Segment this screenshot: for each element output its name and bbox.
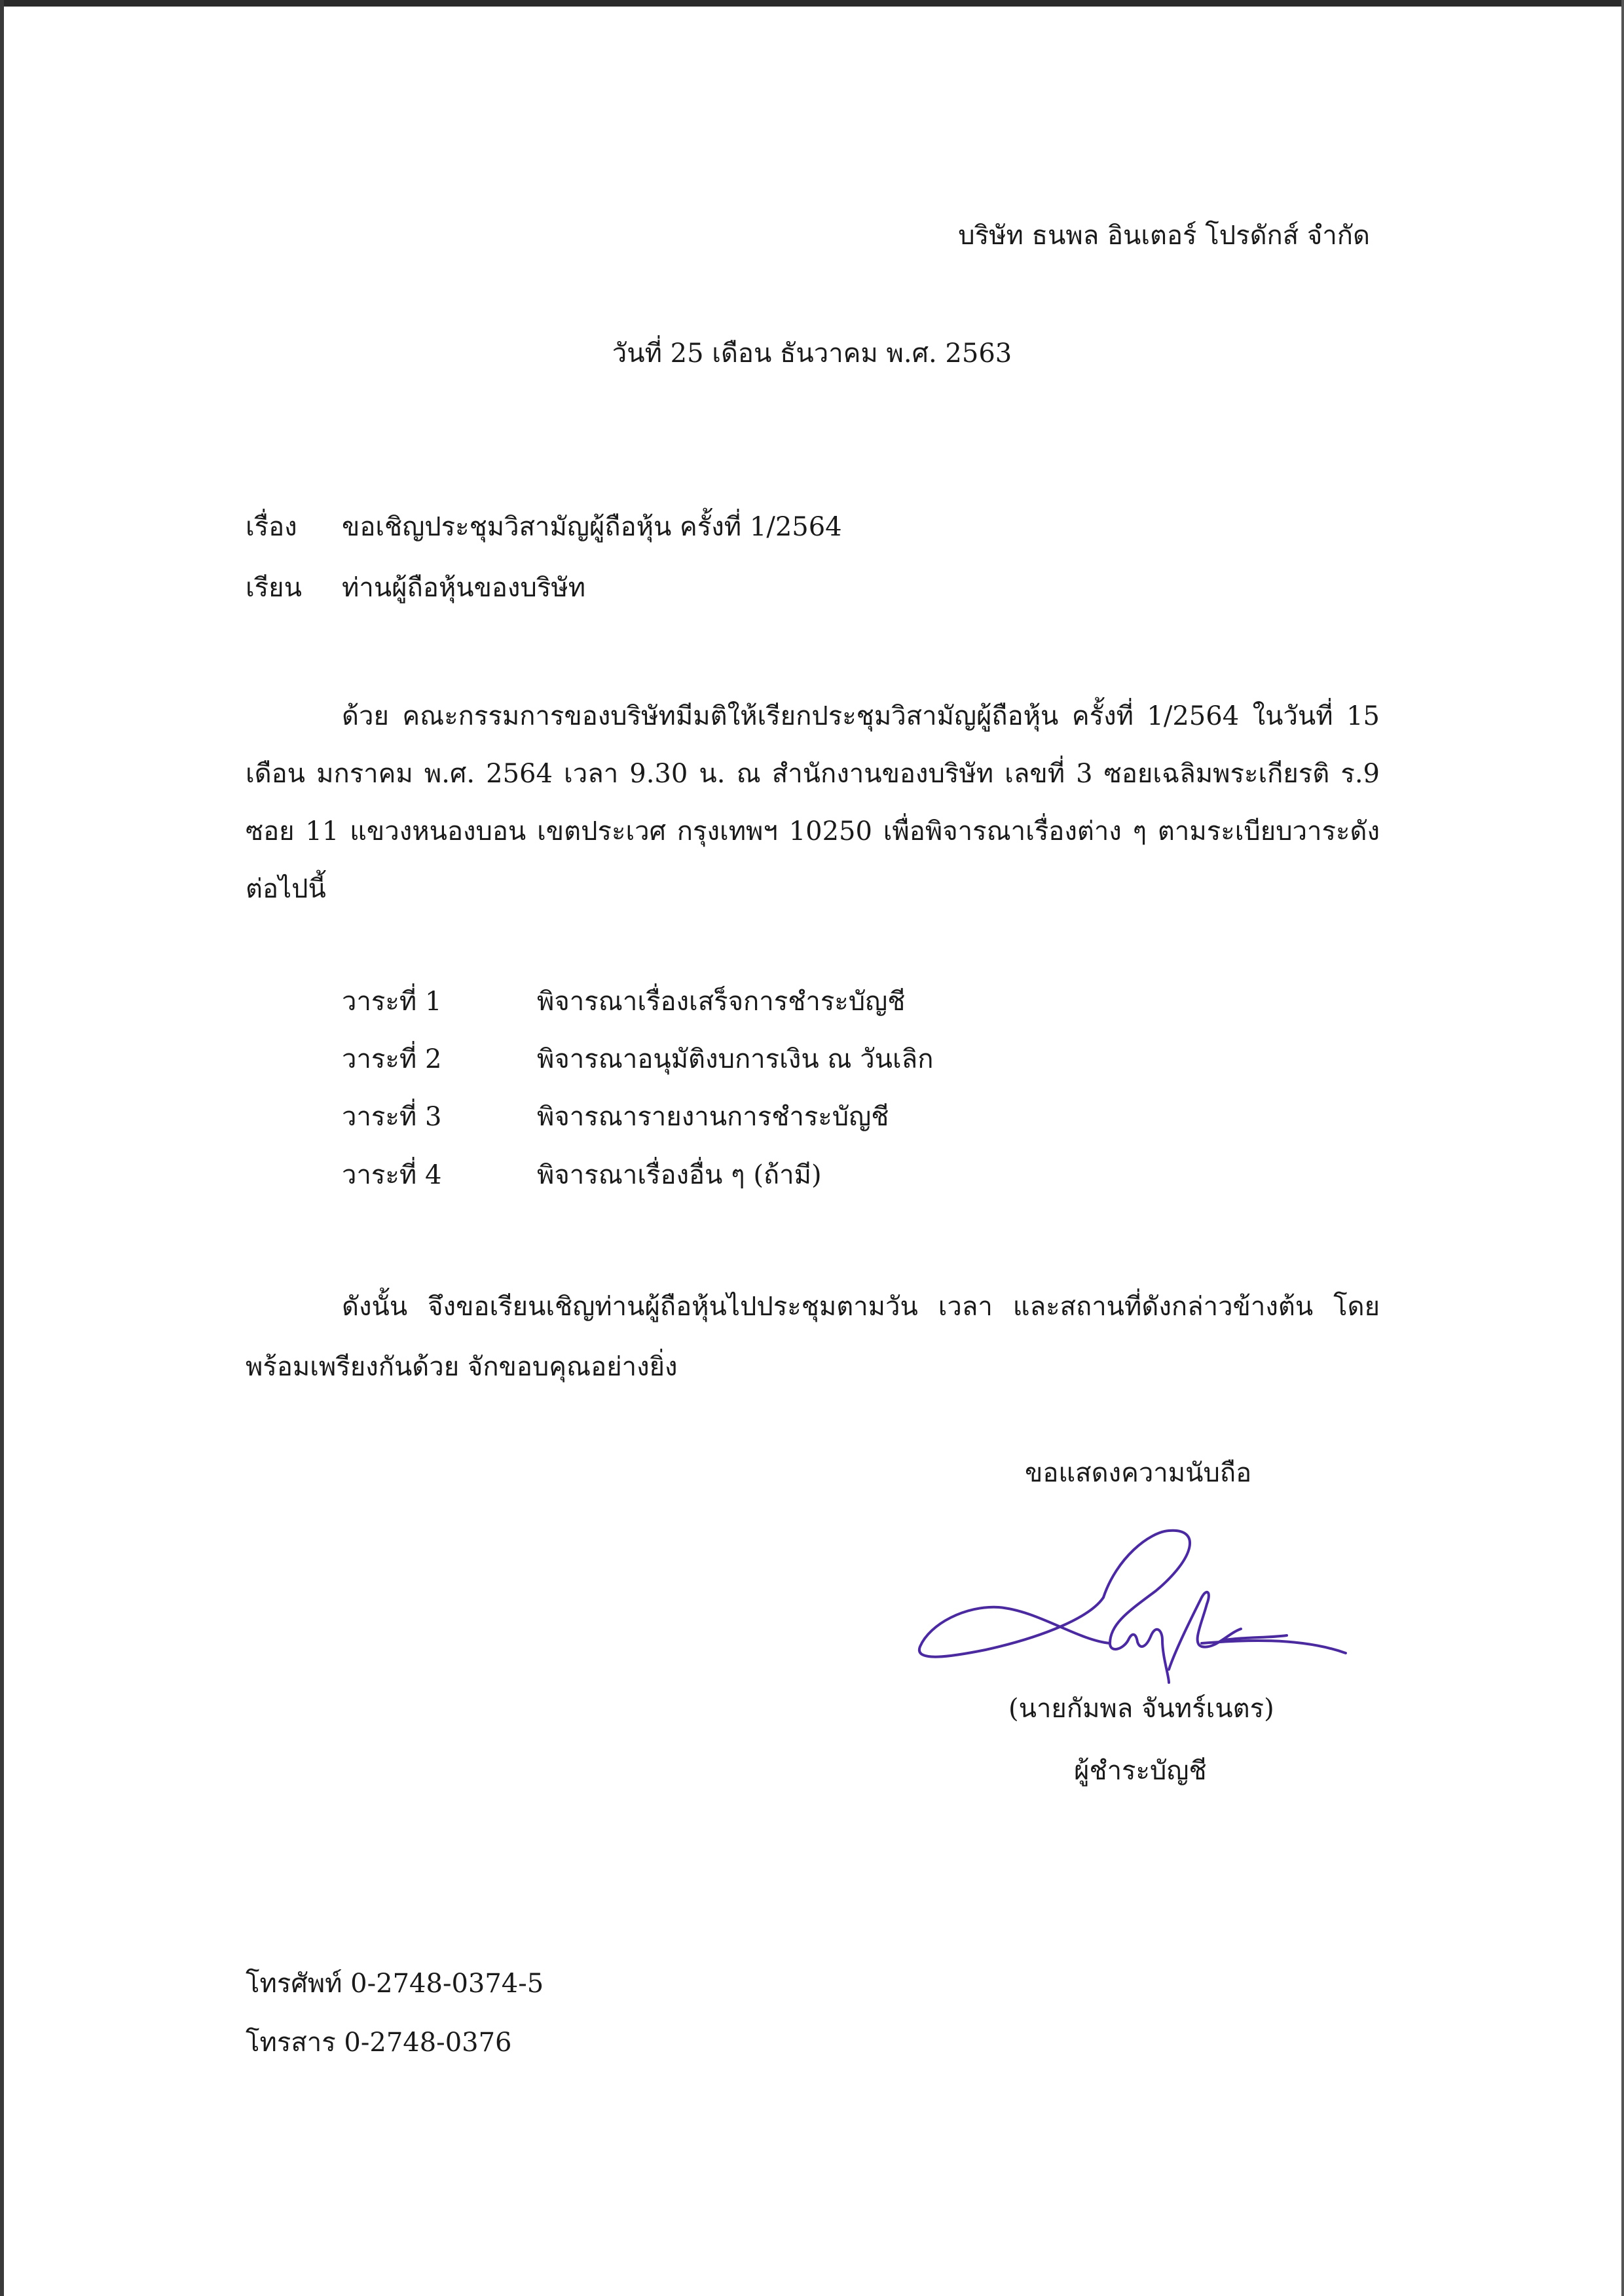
handwritten-signature: [894, 1519, 1365, 1702]
subject-label: เรื่อง: [246, 512, 297, 542]
agenda-number-3: วาระที่ 3: [342, 1102, 442, 1132]
scan-edge-top: [0, 0, 1624, 7]
signer-title: ผู้ชำระบัญชี: [1074, 1756, 1207, 1786]
body-paragraph-1-text: ด้วย คณะกรรมการของบริษัทมีมติให้เรียกประชุมวิสามัญผู้ถือหุ้น ครั้งที่ 1/2564 ในวันที่ 15 เดือน มกราคม พ.ศ. 2564 เวลา 9.30 น. ณ สำนักงานของบริษัท เลขที่ 3 ซอยเฉลิมพระเกียรติ ร.9 ซอย 11 แขวงหนองบอน เขตประเวศ กรุงเทพฯ 10250 เพื่อพิจารณาเรื่องต่าง ๆ ตามระเบียบวาระดังต่อไปนี้: [246, 701, 1380, 904]
agenda-text-4: พิจารณาเรื่องอื่น ๆ (ถ้ามี): [537, 1160, 822, 1190]
agenda-number-1: วาระที่ 1: [342, 987, 442, 1017]
agenda-text-2: พิจารณาอนุมัติงบการเงิน ณ วันเลิก: [537, 1044, 934, 1074]
body-paragraph-2-text: ดังนั้น จึงขอเรียนเชิญท่านผู้ถือหุ้นไปประชุมตามวัน เวลา และสถานที่ดังกล่าวข้างต้น โดยพร้อมเพรียงกันด้วย จักขอบคุณอย่างยิ่ง: [246, 1292, 1380, 1382]
fax-number: โทรสาร 0-2748-0376: [246, 2028, 512, 2058]
body-paragraph-2: [246, 1277, 1380, 1397]
subject-text: ขอเชิญประชุมวิสามัญผู้ถือหุ้น ครั้งที่ 1/2564: [342, 512, 842, 542]
agenda-number-4: วาระที่ 4: [342, 1160, 442, 1190]
letter-date: วันที่ 25 เดือน ธันวาคม พ.ศ. 2563: [612, 338, 1012, 369]
recipient-label: เรียน: [246, 573, 302, 603]
agenda-text-3: พิจารณารายงานการชำระบัญชี: [537, 1102, 889, 1132]
phone-number: โทรศัพท์ 0-2748-0374-5: [246, 1969, 544, 1999]
closing-phrase: ขอแสดงความนับถือ: [1025, 1458, 1252, 1488]
agenda-number-2: วาระที่ 2: [342, 1044, 442, 1074]
company-name: บริษัท ธนพล อินเตอร์ โปรดักส์ จำกัด: [958, 221, 1370, 251]
signer-name: (นายกัมพล จันทร์เนตร): [1008, 1694, 1274, 1724]
recipient-text: ท่านผู้ถือหุ้นของบริษัท: [342, 573, 586, 603]
body-paragraph-1: [246, 687, 1380, 918]
agenda-text-1: พิจารณาเรื่องเสร็จการชำระบัญชี: [537, 987, 906, 1017]
